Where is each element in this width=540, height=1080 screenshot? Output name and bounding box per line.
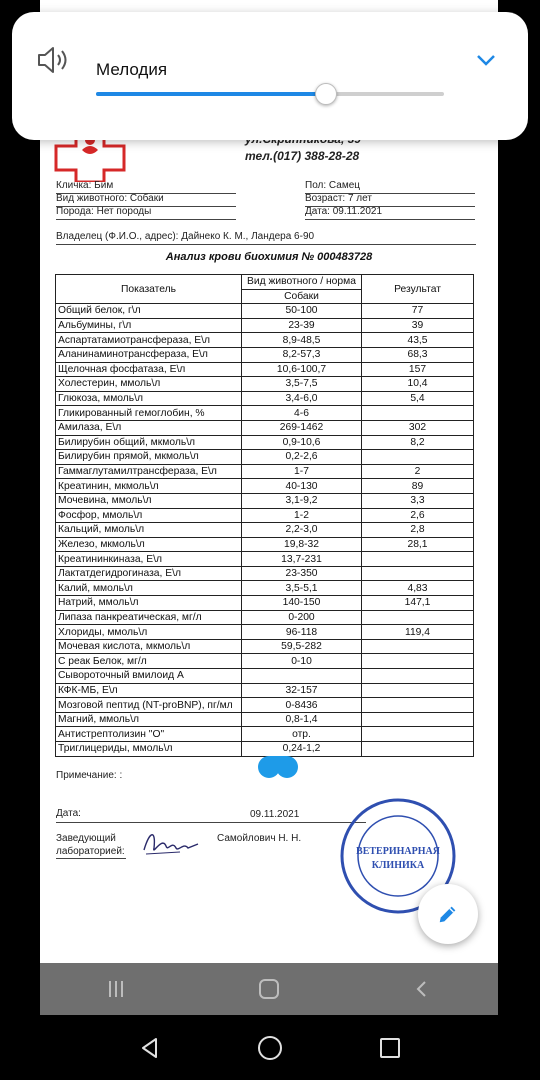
param-cell: Мочевина, ммоль\л [56, 493, 242, 508]
param-cell: Триглицериды, ммоль\л [56, 742, 242, 757]
param-cell: Магний, ммоль\л [56, 712, 242, 727]
table-row [56, 420, 474, 435]
table-row [56, 581, 474, 596]
norm-cell [242, 669, 362, 684]
result-cell [362, 669, 474, 684]
param-cell: Аспартатамиотрансфераза, Е\л [56, 333, 242, 348]
param-cell: Мозговой пептид (NT-proBNP), пг/мл [56, 698, 242, 713]
param-cell: Креатининкиназа, Е\л [56, 552, 242, 567]
stamp-text-1: ВЕТЕРИНАРНАЯ [356, 846, 440, 857]
recents-button[interactable] [96, 969, 136, 1009]
norm-cell: 2,2-3,0 [242, 523, 362, 538]
param-cell: Мочевая кислота, мкмоль\л [56, 639, 242, 654]
result-cell: 8,2 [362, 435, 474, 450]
table-row [56, 683, 474, 698]
result-cell: 2 [362, 464, 474, 479]
norm-cell: 0-8436 [242, 698, 362, 713]
param-cell: Хлориды, ммоль\л [56, 625, 242, 640]
head-label-line-2: лабораторией: [56, 846, 125, 857]
divider [56, 822, 366, 823]
pet-breed: Порода: Нет породы [56, 206, 152, 217]
table-row [56, 479, 474, 494]
norm-cell: 8,2-57,3 [242, 347, 362, 362]
result-cell [362, 406, 474, 421]
param-cell: Гаммаглутамилтрансфераза, Е\л [56, 464, 242, 479]
result-cell [362, 654, 474, 669]
result-cell: 302 [362, 420, 474, 435]
param-cell: Сывороточный вмилоид А [56, 669, 242, 684]
norm-cell: 96-118 [242, 625, 362, 640]
table-row [56, 377, 474, 392]
result-cell: 5,4 [362, 391, 474, 406]
home-circle-icon [257, 1035, 283, 1061]
volume-panel [12, 12, 528, 140]
norm-cell: 0,2-2,6 [242, 450, 362, 465]
table-row [56, 727, 474, 742]
back-button[interactable] [402, 969, 442, 1009]
norm-cell: 8,9-48,5 [242, 333, 362, 348]
result-cell: 43,5 [362, 333, 474, 348]
signature-icon [140, 826, 200, 860]
chevron-down-icon[interactable] [474, 48, 498, 72]
result-cell: 2,8 [362, 523, 474, 538]
table-row [56, 318, 474, 333]
date-value: 09.11.2021 [250, 809, 300, 820]
volume-slider-fill [96, 92, 326, 96]
result-cell: 3,3 [362, 493, 474, 508]
volume-slider[interactable] [96, 92, 444, 96]
norm-cell: 3,1-9,2 [242, 493, 362, 508]
param-cell: Общий белок, г\л [56, 304, 242, 319]
inner-navigation-bar [40, 963, 498, 1015]
table-row [56, 698, 474, 713]
norm-cell: 50-100 [242, 304, 362, 319]
table-row [56, 435, 474, 450]
divider [56, 858, 126, 859]
param-cell: Аланинаминотрансфераза, Е\л [56, 347, 242, 362]
result-cell [362, 450, 474, 465]
head-name: Самойлович Н. Н. [217, 833, 302, 844]
norm-cell: отр. [242, 727, 362, 742]
norm-cell: 23-39 [242, 318, 362, 333]
note-label: Примечание: : [56, 770, 123, 781]
norm-cell: 59,5-282 [242, 639, 362, 654]
param-cell: Антистрептолизин "О" [56, 727, 242, 742]
result-cell: 119,4 [362, 625, 474, 640]
back-triangle-icon [138, 1036, 162, 1060]
result-cell: 4,83 [362, 581, 474, 596]
owner-info: Владелец (Ф.И.О., адрес): Дайнеко К. М., Ландера 6-90 [56, 231, 315, 242]
table-row [56, 639, 474, 654]
result-cell: 28,1 [362, 537, 474, 552]
table-row [56, 654, 474, 669]
norm-cell: 3,5-7,5 [242, 377, 362, 392]
param-cell: КФК-МБ, Е\л [56, 683, 242, 698]
table-row [56, 508, 474, 523]
table-row [56, 712, 474, 727]
param-cell: Щелочная фосфатаза, Е\л [56, 362, 242, 377]
head-label [56, 832, 125, 858]
result-cell: 77 [362, 304, 474, 319]
table-row [56, 566, 474, 581]
param-cell: Амилаза, Е\л [56, 420, 242, 435]
table-row [56, 523, 474, 538]
norm-cell: 32-157 [242, 683, 362, 698]
param-cell: Лактатдегидрогиназа, Е\л [56, 566, 242, 581]
pet-nickname: Кличка: Бим [56, 180, 114, 191]
result-cell: 157 [362, 362, 474, 377]
result-cell [362, 639, 474, 654]
edit-fab-button[interactable] [418, 884, 478, 944]
pet-species: Вид животного: Собаки [56, 193, 164, 204]
stamp-text-2: КЛИНИКА [371, 860, 425, 871]
norm-cell: 3,5-5,1 [242, 581, 362, 596]
result-cell [362, 552, 474, 567]
system-overview-button[interactable] [368, 1026, 412, 1070]
param-cell: Креатинин, мкмоль\л [56, 479, 242, 494]
table-row [56, 625, 474, 640]
table-row [56, 304, 474, 319]
norm-cell: 23-350 [242, 566, 362, 581]
table-row [56, 347, 474, 362]
divider [305, 219, 475, 220]
table-header-row [56, 275, 474, 290]
overview-square-icon [378, 1036, 402, 1060]
table-row [56, 669, 474, 684]
norm-cell: 0,8-1,4 [242, 712, 362, 727]
norm-cell: 10,6-100,7 [242, 362, 362, 377]
norm-cell: 0-10 [242, 654, 362, 669]
document-page[interactable] [40, 0, 498, 1015]
table-row [56, 537, 474, 552]
table-row [56, 362, 474, 377]
speaker-icon[interactable] [36, 45, 70, 75]
header-species: Собаки [242, 289, 362, 304]
param-cell: Железо, мкмоль\л [56, 537, 242, 552]
selection-handle-right[interactable] [276, 756, 298, 778]
table-row [56, 464, 474, 479]
home-icon [258, 978, 280, 1000]
table-row [56, 552, 474, 567]
result-cell: 68,3 [362, 347, 474, 362]
system-navigation-bar [0, 1015, 540, 1080]
back-icon [412, 979, 432, 999]
volume-title: Мелодия [96, 60, 168, 79]
volume-slider-thumb[interactable] [315, 83, 337, 105]
clinic-phone: тел.(017) 388-28-28 [245, 149, 360, 163]
recents-icon [106, 979, 126, 999]
visit-date: Дата: 09.11.2021 [305, 206, 383, 217]
divider [56, 219, 236, 220]
divider [56, 244, 476, 245]
param-cell: С реак Белок, мг/л [56, 654, 242, 669]
param-cell: Билирубин общий, мкмоль\л [56, 435, 242, 450]
pet-sex: Пол: Самец [305, 180, 360, 191]
param-cell: Натрий, ммоль\л [56, 596, 242, 611]
param-cell: Кальций, ммоль\л [56, 523, 242, 538]
home-button[interactable] [249, 969, 289, 1009]
result-cell [362, 566, 474, 581]
norm-cell: 40-130 [242, 479, 362, 494]
pencil-icon [437, 903, 459, 925]
norm-cell: 0,24-1,2 [242, 742, 362, 757]
table-row [56, 596, 474, 611]
param-cell: Глюкоза, ммоль\л [56, 391, 242, 406]
param-cell: Билирубин прямой, мкмоль\л [56, 450, 242, 465]
norm-cell: 13,7-231 [242, 552, 362, 567]
result-cell [362, 698, 474, 713]
date-label: Дата: [56, 808, 81, 819]
result-cell [362, 742, 474, 757]
norm-cell: 0-200 [242, 610, 362, 625]
header-result: Результат [362, 275, 474, 304]
param-cell: Холестерин, ммоль\л [56, 377, 242, 392]
result-cell: 10,4 [362, 377, 474, 392]
results-table [55, 274, 474, 757]
result-cell [362, 610, 474, 625]
table-row [56, 450, 474, 465]
param-cell: Липаза панкреатическая, мг/л [56, 610, 242, 625]
norm-cell: 1-2 [242, 508, 362, 523]
table-row [56, 610, 474, 625]
table-row [56, 406, 474, 421]
norm-cell: 1-7 [242, 464, 362, 479]
norm-cell: 140-150 [242, 596, 362, 611]
table-row [56, 391, 474, 406]
system-back-button[interactable] [128, 1026, 172, 1070]
norm-cell: 4-6 [242, 406, 362, 421]
param-cell: Калий, ммоль\л [56, 581, 242, 596]
norm-cell: 269-1462 [242, 420, 362, 435]
result-cell: 147,1 [362, 596, 474, 611]
result-cell: 89 [362, 479, 474, 494]
table-row [56, 493, 474, 508]
pet-age: Возраст: 7 лет [305, 193, 372, 204]
result-cell: 39 [362, 318, 474, 333]
norm-cell: 3,4-6,0 [242, 391, 362, 406]
table-row [56, 333, 474, 348]
result-cell [362, 712, 474, 727]
result-cell [362, 727, 474, 742]
param-cell: Гликированный гемоглобин, % [56, 406, 242, 421]
param-cell: Фосфор, ммоль\л [56, 508, 242, 523]
result-cell [362, 683, 474, 698]
header-param: Показатель [56, 275, 242, 304]
param-cell: Альбумины, г\л [56, 318, 242, 333]
head-label-line-1: Заведующий [56, 833, 116, 844]
document-title: Анализ крови биохимия № 000483728 [165, 251, 373, 263]
system-home-button[interactable] [248, 1026, 292, 1070]
norm-cell: 19,8-32 [242, 537, 362, 552]
result-cell: 2,6 [362, 508, 474, 523]
table-row [56, 742, 474, 757]
norm-cell: 0,9-10,6 [242, 435, 362, 450]
header-norm: Вид животного / норма [242, 275, 362, 290]
